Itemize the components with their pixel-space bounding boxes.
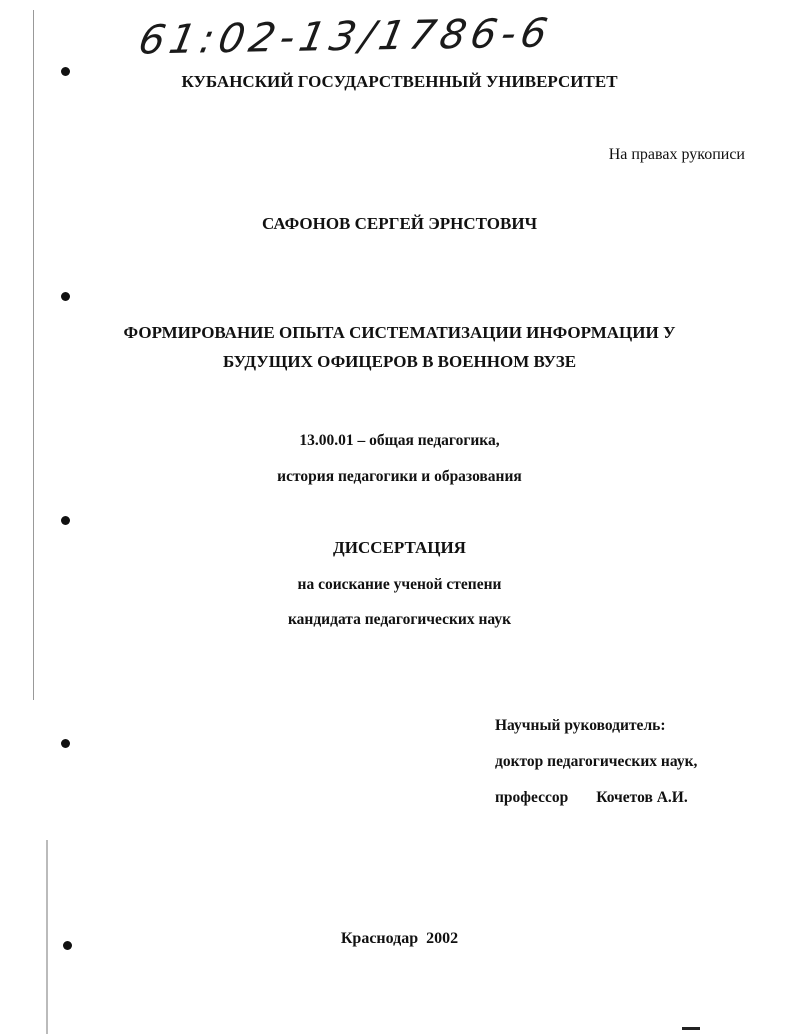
scan-mark-bottom-right (682, 1027, 700, 1030)
dissertation-title (0, 318, 799, 376)
specialty-name: история педагогики и образования (277, 468, 522, 485)
punch-hole-2 (61, 292, 70, 301)
handwritten-call-number: 61:02-13/1786-6 (134, 10, 556, 64)
supervisor-rank: профессор (495, 789, 569, 806)
place-and-year: Краснодар 2002 (340, 930, 459, 947)
punch-hole-4 (61, 739, 70, 748)
supervisor-degree: доктор педагогических наук, (495, 753, 698, 770)
supervisor-rank-name (495, 789, 688, 807)
document-type: ДИССЕРТАЦИЯ (333, 538, 466, 557)
title-line-1: ФОРМИРОВАНИЕ ОПЫТА СИСТЕМАТИЗАЦИИ ИНФОРМАЦИИ У (123, 323, 676, 342)
university-name: КУБАНСКИЙ ГОСУДАРСТВЕННЫЙ УНИВЕРСИТЕТ (181, 72, 618, 91)
title-line-2: БУДУЩИХ ОФИЦЕРОВ В ВОЕННОМ ВУЗЕ (222, 352, 577, 371)
supervisor-name: Кочетов А.И. (596, 789, 688, 806)
manuscript-rights-note: На правах рукописи (608, 146, 745, 163)
supervisor-label: Научный руководитель: (495, 717, 666, 734)
author-name: САФОНОВ СЕРГЕЙ ЭРНСТОВИЧ (261, 214, 538, 233)
specialty-code: 13.00.01 – общая педагогика, (299, 432, 500, 449)
degree-line-2: кандидата педагогических наук (287, 611, 512, 628)
degree-line-1: на соискание ученой степени (297, 576, 502, 593)
punch-hole-3 (61, 516, 70, 525)
